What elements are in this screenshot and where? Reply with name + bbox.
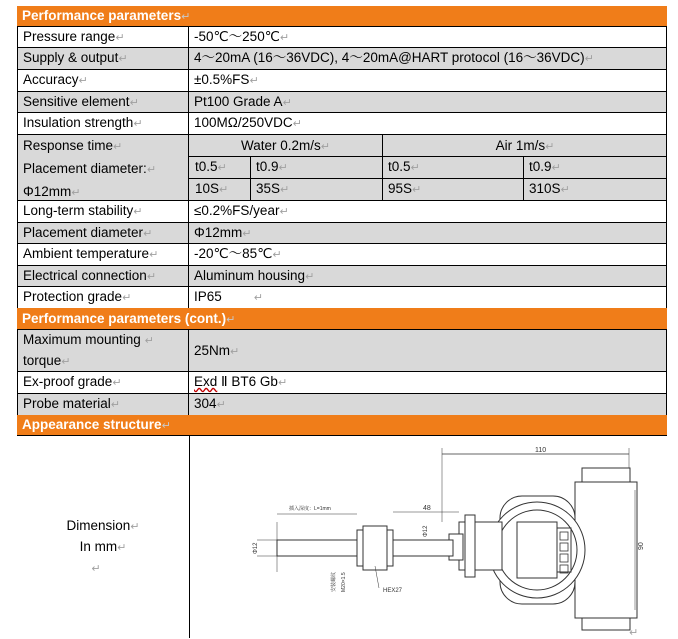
row-label: Ambient temperature xyxy=(23,246,150,261)
row-sensitive-element: Sensitive element↵ Pt100 Grade A↵ xyxy=(17,92,667,113)
row-label: Supply & output xyxy=(23,50,119,65)
air-header: Air 1m/s↵ xyxy=(495,138,555,153)
row-accuracy: Accuracy↵ ±0.5%FS↵ xyxy=(17,70,667,92)
row-probe-material: Probe material↵ 304↵ xyxy=(17,394,667,415)
dim-phi12: Φ12 xyxy=(423,525,429,537)
section-header-appearance: Appearance structure↵ xyxy=(17,415,667,435)
row-placement-diameter: Placement diameter↵ Φ12mm↵ xyxy=(17,223,667,244)
row-label-cont: torque xyxy=(23,353,62,368)
dimension-area xyxy=(17,435,667,638)
row-value: -20℃～85℃ xyxy=(194,246,273,261)
row-label: Maximum mounting xyxy=(23,332,141,347)
value-water-t05: 10S↵ xyxy=(195,181,229,196)
row-value: IP65 xyxy=(194,289,222,304)
row-value: ≤0.2%FS/year xyxy=(194,203,280,218)
row-protection-grade: Protection grade↵ IP65 ↵ xyxy=(17,287,667,308)
placement-diameter: Φ12mm xyxy=(23,184,72,199)
return-mark: ↵ xyxy=(629,627,639,639)
hex-label: HEX27 xyxy=(383,588,403,594)
value-air-t05: 95S↵ xyxy=(388,181,422,196)
row-value: 100MΩ/250VDC xyxy=(194,115,293,130)
dim-110: 110 xyxy=(535,447,547,454)
row-value: -50℃～250℃ xyxy=(194,29,280,44)
dim-phi12-probe: Φ12 xyxy=(253,542,259,554)
row-response-time: Response time↵ Placement diameter:↵ Φ12mm↵ Water 0.2m/s↵ Air 1m/s↵ t0.5↵ t0.9↵ t0.5↵ t0.9↵ 10S↵ 35S↵ 95S↵ 310S↵ xyxy=(17,135,667,201)
thread-label: M20×1.5 xyxy=(341,572,347,592)
row-max-mounting-torque: Maximum mounting ↵ torque↵ 25Nm↵ xyxy=(17,329,667,372)
row-label: Pressure range xyxy=(23,29,116,44)
row-value: Ⅱ BT6 Gb xyxy=(217,374,278,389)
screw-label: 安装螺纹 xyxy=(331,571,337,592)
dim-48: 48 xyxy=(423,505,431,512)
row-value: 304 xyxy=(194,396,217,411)
row-electrical-connection: Electrical connection↵ Aluminum housing↵ xyxy=(17,266,667,287)
value-water-t09: 35S↵ xyxy=(256,181,290,196)
row-value: Pt100 Grade A xyxy=(194,94,283,109)
row-label: Protection grade xyxy=(23,289,123,304)
row-value: 25Nm xyxy=(194,343,231,358)
sub-header-air-t05: t0.5↵ xyxy=(388,159,420,174)
row-label: Sensitive element xyxy=(23,94,130,109)
dimension-drawing xyxy=(217,442,657,638)
response-label: Response time xyxy=(23,138,114,153)
section-title: Performance parameters (cont.) xyxy=(22,311,227,326)
row-label: Insulation strength xyxy=(23,115,134,130)
row-label: Probe material xyxy=(23,396,111,411)
water-header: Water 0.2m/s↵ xyxy=(241,138,330,153)
row-value: Aluminum housing xyxy=(194,268,306,283)
row-label: Electrical connection xyxy=(23,268,147,283)
section-header-performance-cont: Performance parameters (cont.)↵ xyxy=(17,308,667,329)
row-label: Placement diameter xyxy=(23,225,144,240)
row-insulation-strength: Insulation strength↵ 100MΩ/250VDC↵ xyxy=(17,113,667,135)
section-header-performance: Performance parameters↵ xyxy=(17,6,667,26)
dim-insert: 插入深度：L=1mm xyxy=(289,506,331,512)
row-ambient-temperature: Ambient temperature↵ -20℃～85℃↵ xyxy=(17,244,667,266)
row-label: Long-term stability xyxy=(23,203,134,218)
row-long-term-stability: Long-term stability↵ ≤0.2%FS/year↵ xyxy=(17,201,667,223)
row-value-prefix: Exd xyxy=(194,374,218,389)
section-title: Appearance structure xyxy=(22,417,162,432)
row-pressure-range: Pressure range↵ -50℃～250℃↵ xyxy=(17,26,667,48)
row-value: 4～20mA (16～36VDC), 4～20mA@HART protocol (16～36VDC) xyxy=(194,50,585,65)
sub-header-air-t09: t0.9↵ xyxy=(529,159,561,174)
row-supply-output: Supply & output↵ 4～20mA (16～36VDC), 4～20mA@HART protocol (16～36VDC)↵ xyxy=(17,48,667,70)
row-value: Φ12mm xyxy=(194,225,243,240)
dimension-label: Dimension↵ In mm↵ ↵ xyxy=(66,518,140,575)
value-air-t09: 310S↵ xyxy=(529,181,570,196)
section-title: Performance parameters xyxy=(22,8,182,23)
placement-label: Placement diameter: xyxy=(23,161,147,176)
sub-header-water-t09: t0.9↵ xyxy=(256,159,288,174)
dim-90: 90 xyxy=(638,542,645,550)
sub-header-water-t05: t0.5↵ xyxy=(195,159,227,174)
row-label: Accuracy xyxy=(23,72,79,87)
row-label: Ex-proof grade xyxy=(23,374,113,389)
row-value: ±0.5%FS xyxy=(194,72,250,87)
row-ex-proof-grade: Ex-proof grade↵ Exd Ⅱ BT6 Gb↵ xyxy=(17,372,667,394)
